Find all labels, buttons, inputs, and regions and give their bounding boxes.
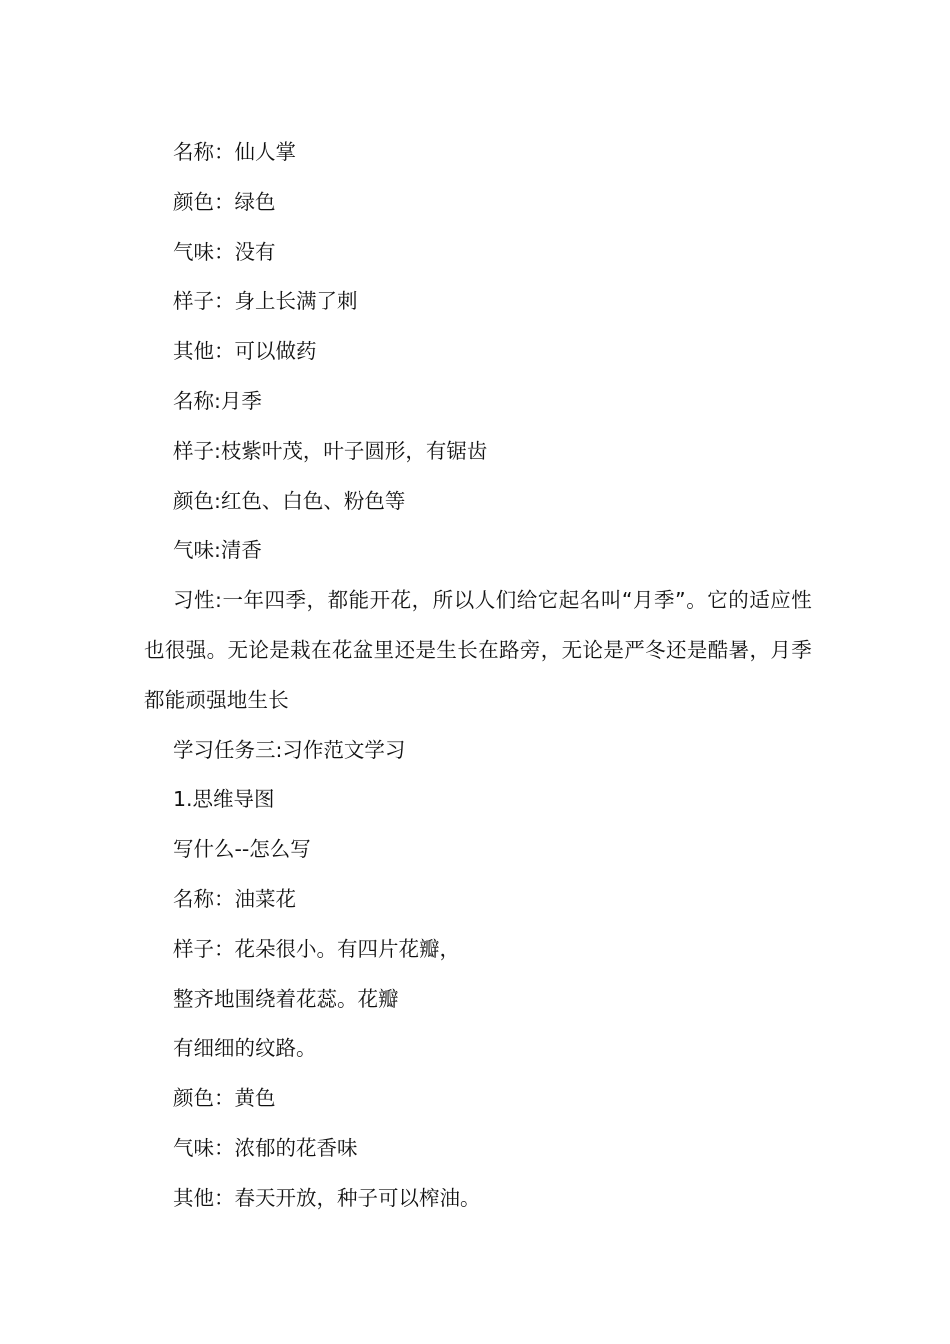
text-line: 样子:枝紫叶茂，叶子圆形，有锯齿 xyxy=(173,438,488,463)
text-line: 气味：没有 xyxy=(173,239,276,264)
habit-paragraph: 习性:一年四季，都能开花，所以人们给它起名叫“月季”。它的适应性也很强。无论是栽在花盆里还是生长在路旁，无论是严冬还是酷暑，月季都能顽强地生长 xyxy=(144,588,812,712)
document-body xyxy=(144,128,812,1224)
text-line: 气味：浓郁的花香味 xyxy=(173,1135,358,1160)
text-line: 颜色:红色、白色、粉色等 xyxy=(173,488,406,513)
text-line: 颜色：黄色 xyxy=(173,1086,276,1111)
text-line: 整齐地围绕着花蕊。花瓣 xyxy=(173,986,399,1011)
text-line: 其他：春天开放，种子可以榨油。 xyxy=(173,1185,481,1210)
text-line: 名称：仙人掌 xyxy=(173,140,296,164)
text-line: 1.思维导图 xyxy=(173,787,275,812)
text-line: 写什么--怎么写 xyxy=(173,837,311,862)
section-heading: 学习任务三:习作范文学习 xyxy=(173,737,406,762)
text-line: 样子：身上长满了刺 xyxy=(173,289,358,314)
text-line: 其他：可以做药 xyxy=(173,339,317,364)
text-line: 有细细的纹路。 xyxy=(173,1036,317,1061)
text-line: 名称：油菜花 xyxy=(173,886,296,911)
text-line: 颜色：绿色 xyxy=(173,189,276,214)
text-line: 气味:清香 xyxy=(173,538,262,563)
text-line: 名称:月季 xyxy=(173,388,262,413)
text-line: 样子：花朵很小。有四片花瓣， xyxy=(173,936,460,961)
